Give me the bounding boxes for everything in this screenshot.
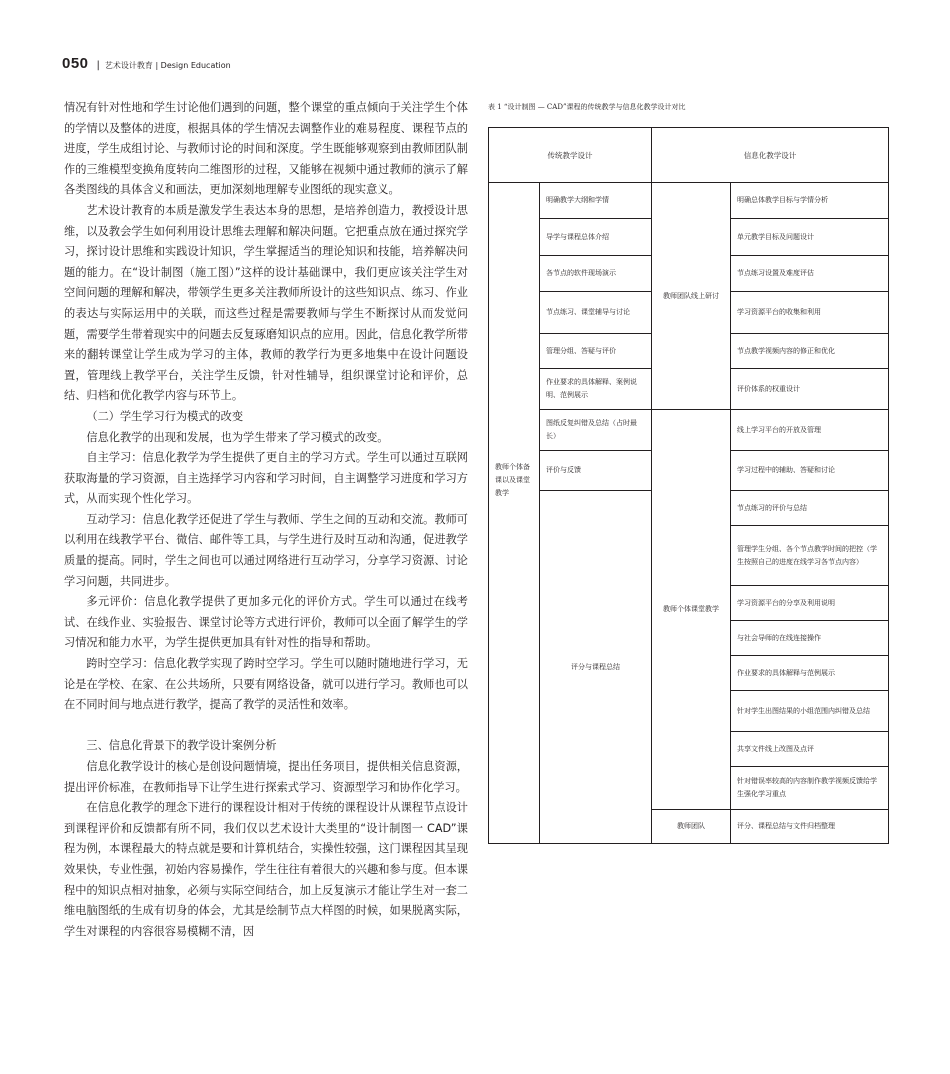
trad-cell: 评价与反馈 <box>540 451 652 491</box>
paragraph: 信息化教学设计的核心是创设问题情境，提出任务项目，提供相关信息资源，提出评价标准，在教师指导下让学生进行探索式学习、资源型学习和协作化学习。 <box>64 760 468 794</box>
paragraph: 自主学习：信息化教学为学生提供了更自主的学习方式。学生可以通过互联网获取海量的学习资源，自主选择学习内容和学习时间，自主调整学习进度和学习方式，从而实现个性化学习。 <box>64 451 468 506</box>
trad-cell: 导学与课程总体介绍 <box>540 219 652 256</box>
table-row <box>489 410 889 451</box>
trad-cell: 管理分组、答疑与评价 <box>540 334 652 369</box>
info-cell: 共享文件线上改图及点评 <box>731 732 889 767</box>
trad-cell: 明确教学大纲和学情 <box>540 183 652 219</box>
info-cell: 与社会导师的在线连接操作 <box>731 621 889 656</box>
paragraph: 艺术设计教育的本质是激发学生表达本身的思想，是培养创造力，教授设计思维，以及教会学生如何利用设计思维去理解和解决问题。它把重点放在通过探究学习，探讨设计思维和实践设计知识，学生掌握适当的理论知识和技能，培养解决问题的能力。在“设计制图（施工图）”这样的设计基础课中，我们更应该关注学生对空间问题的理解和解决，带领学生更多关注教师所设计的这些知识点、练习、作业的表达与实际运用中的关联，而这些过程是需要教师与学生不断探讨从而发觉问题，需要学生带着现实中的问题去反复琢磨知识点的应用。因此，信息化教学所带来的翻转课堂让学生成为学习的主体，教师的教学行为更多地集中在设计问题设置，管理线上教学平台，关注学生反馈，针对性辅导，组织课堂讨论和评价，总结、归档和优化教学内容与环节上。 <box>64 203 468 403</box>
info-cell: 针对错误率较高的内容制作教学视频反馈给学生强化学习重点 <box>731 767 889 810</box>
paragraph: 互动学习：信息化教学还促进了学生与教师、学生之间的互动和交流。教师可以利用在线教学平台、微信、邮件等工具，与学生进行及时互动和沟通，促进教学质量的提高。同时，学生之间也可以通过网络进行互动学习，分享学习资源、讨论学习问题，共同进步。 <box>64 512 468 588</box>
comparison-table <box>488 127 889 844</box>
group-traditional: 教师个体备课以及课堂教学 <box>489 183 540 844</box>
info-cell: 评分、课程总结与文件归档整理 <box>731 810 889 844</box>
subheading: （二）学生学习行为模式的改变 <box>86 409 244 423</box>
info-cell: 学习资源平台的分享及利用说明 <box>731 586 889 621</box>
paragraph: 在信息化教学的理念下进行的课程设计相对于传统的课程设计从课程节点设计到课程评价和反馈都有所不同，我们仅以艺术设计大类里的“设计制图一 CAD”课程为例，本课程最大的特点就是要和计算机结合，实操性较强，这门课程因其呈现效果快，专业性强，初始内容易操作，学生往往有着很大的兴趣和参与度。但本课程中的知识点相对抽象，必须与实际空间结合，加上反复演示才能让学生对一套二维电脑图纸的生成有切身的体会，尤其是绘制节点大样图的时候，如果脱离实际，学生对课程的内容很容易模糊不清，因 <box>64 801 468 938</box>
running-header <box>62 55 231 73</box>
table-caption: 表 1 “设计制图 — CAD”课程的传统教学与信息化教学设计对比 <box>488 103 686 111</box>
table-row <box>489 183 889 219</box>
section-heading: 三、信息化背景下的教学设计案例分析 <box>86 739 277 753</box>
group-online: 教师团队线上研讨 <box>652 183 731 410</box>
body-text <box>64 98 468 942</box>
paragraph: 多元评价：信息化教学提供了更加多元化的评价方式。学生可以通过在线考试、在线作业、实验报告、课堂讨论等方式进行评价，教师可以全面了解学生的学习情况和能力水平，为学生提供更加具有针对性的指导和帮助。 <box>64 595 468 650</box>
info-cell: 评价体系的权重设计 <box>731 369 889 410</box>
header-traditional: 传统教学设计 <box>489 128 652 183</box>
header-title: 艺术设计教育 | Design Education <box>104 61 231 70</box>
info-cell: 作业要求的具体解释与范例展示 <box>731 656 889 691</box>
info-cell: 管理学生分组、各个节点教学时间的把控（学生按照自己的进度在线学习各节点内容） <box>731 526 889 586</box>
info-cell: 节点练习设置及难度评估 <box>731 256 889 292</box>
trad-cell: 图纸反复纠错及总结（占时最长） <box>540 410 652 451</box>
paragraph: 跨时空学习：信息化教学实现了跨时空学习。学生可以随时随地进行学习，无论是在学校、在家、在公共场所，只要有网络设备，就可以进行学习。教师也可以在不同时间与地点进行教学，提高了教学的灵活性和效率。 <box>64 657 468 712</box>
info-cell: 学习过程中的辅助、答疑和讨论 <box>731 451 889 491</box>
trad-cell: 各节点的软件现场演示 <box>540 256 652 292</box>
info-cell: 针对学生出图结果的小组范围内纠错及总结 <box>731 691 889 732</box>
group-classroom: 教师个体课堂教学 <box>652 410 731 810</box>
paragraph: 信息化教学的出现和发展，也为学生带来了学习模式的改变。 <box>86 430 389 444</box>
info-cell: 节点教学视频内容的修正和优化 <box>731 334 889 369</box>
trad-cell: 评分与课程总结 <box>540 491 652 844</box>
header-info: 信息化教学设计 <box>652 128 889 183</box>
info-cell: 明确总体教学目标与学情分析 <box>731 183 889 219</box>
info-cell: 节点练习的评价与总结 <box>731 491 889 526</box>
paragraph: 情况有针对性地和学生讨论他们遇到的问题，整个课堂的重点倾向于关注学生个体的学情以及整体的进度，根据具体的学生情况去调整作业的难易程度、课程节点的进度，学生成组讨论、与教师讨论的时间和深度。学生既能够观察到由教师团队制作的三维模型变换角度转向二维图形的过程，又能够在视频中通过教师的演示了解各类图线的具体含义和画法，更加深刻地理解专业图纸的现实意义。 <box>64 101 468 197</box>
table-header-row <box>489 128 889 183</box>
info-cell: 单元教学目标及问题设计 <box>731 219 889 256</box>
trad-cell: 作业要求的具体解释、案例说明、范例展示 <box>540 369 652 410</box>
info-cell: 线上学习平台的开放及管理 <box>731 410 889 451</box>
group-team: 教师团队 <box>652 810 731 844</box>
info-cell: 学习资源平台的收集和利用 <box>731 292 889 334</box>
page-number: 050 <box>62 55 89 72</box>
trad-cell: 节点练习、课堂辅导与讨论 <box>540 292 652 334</box>
header-separator: | <box>96 60 100 71</box>
